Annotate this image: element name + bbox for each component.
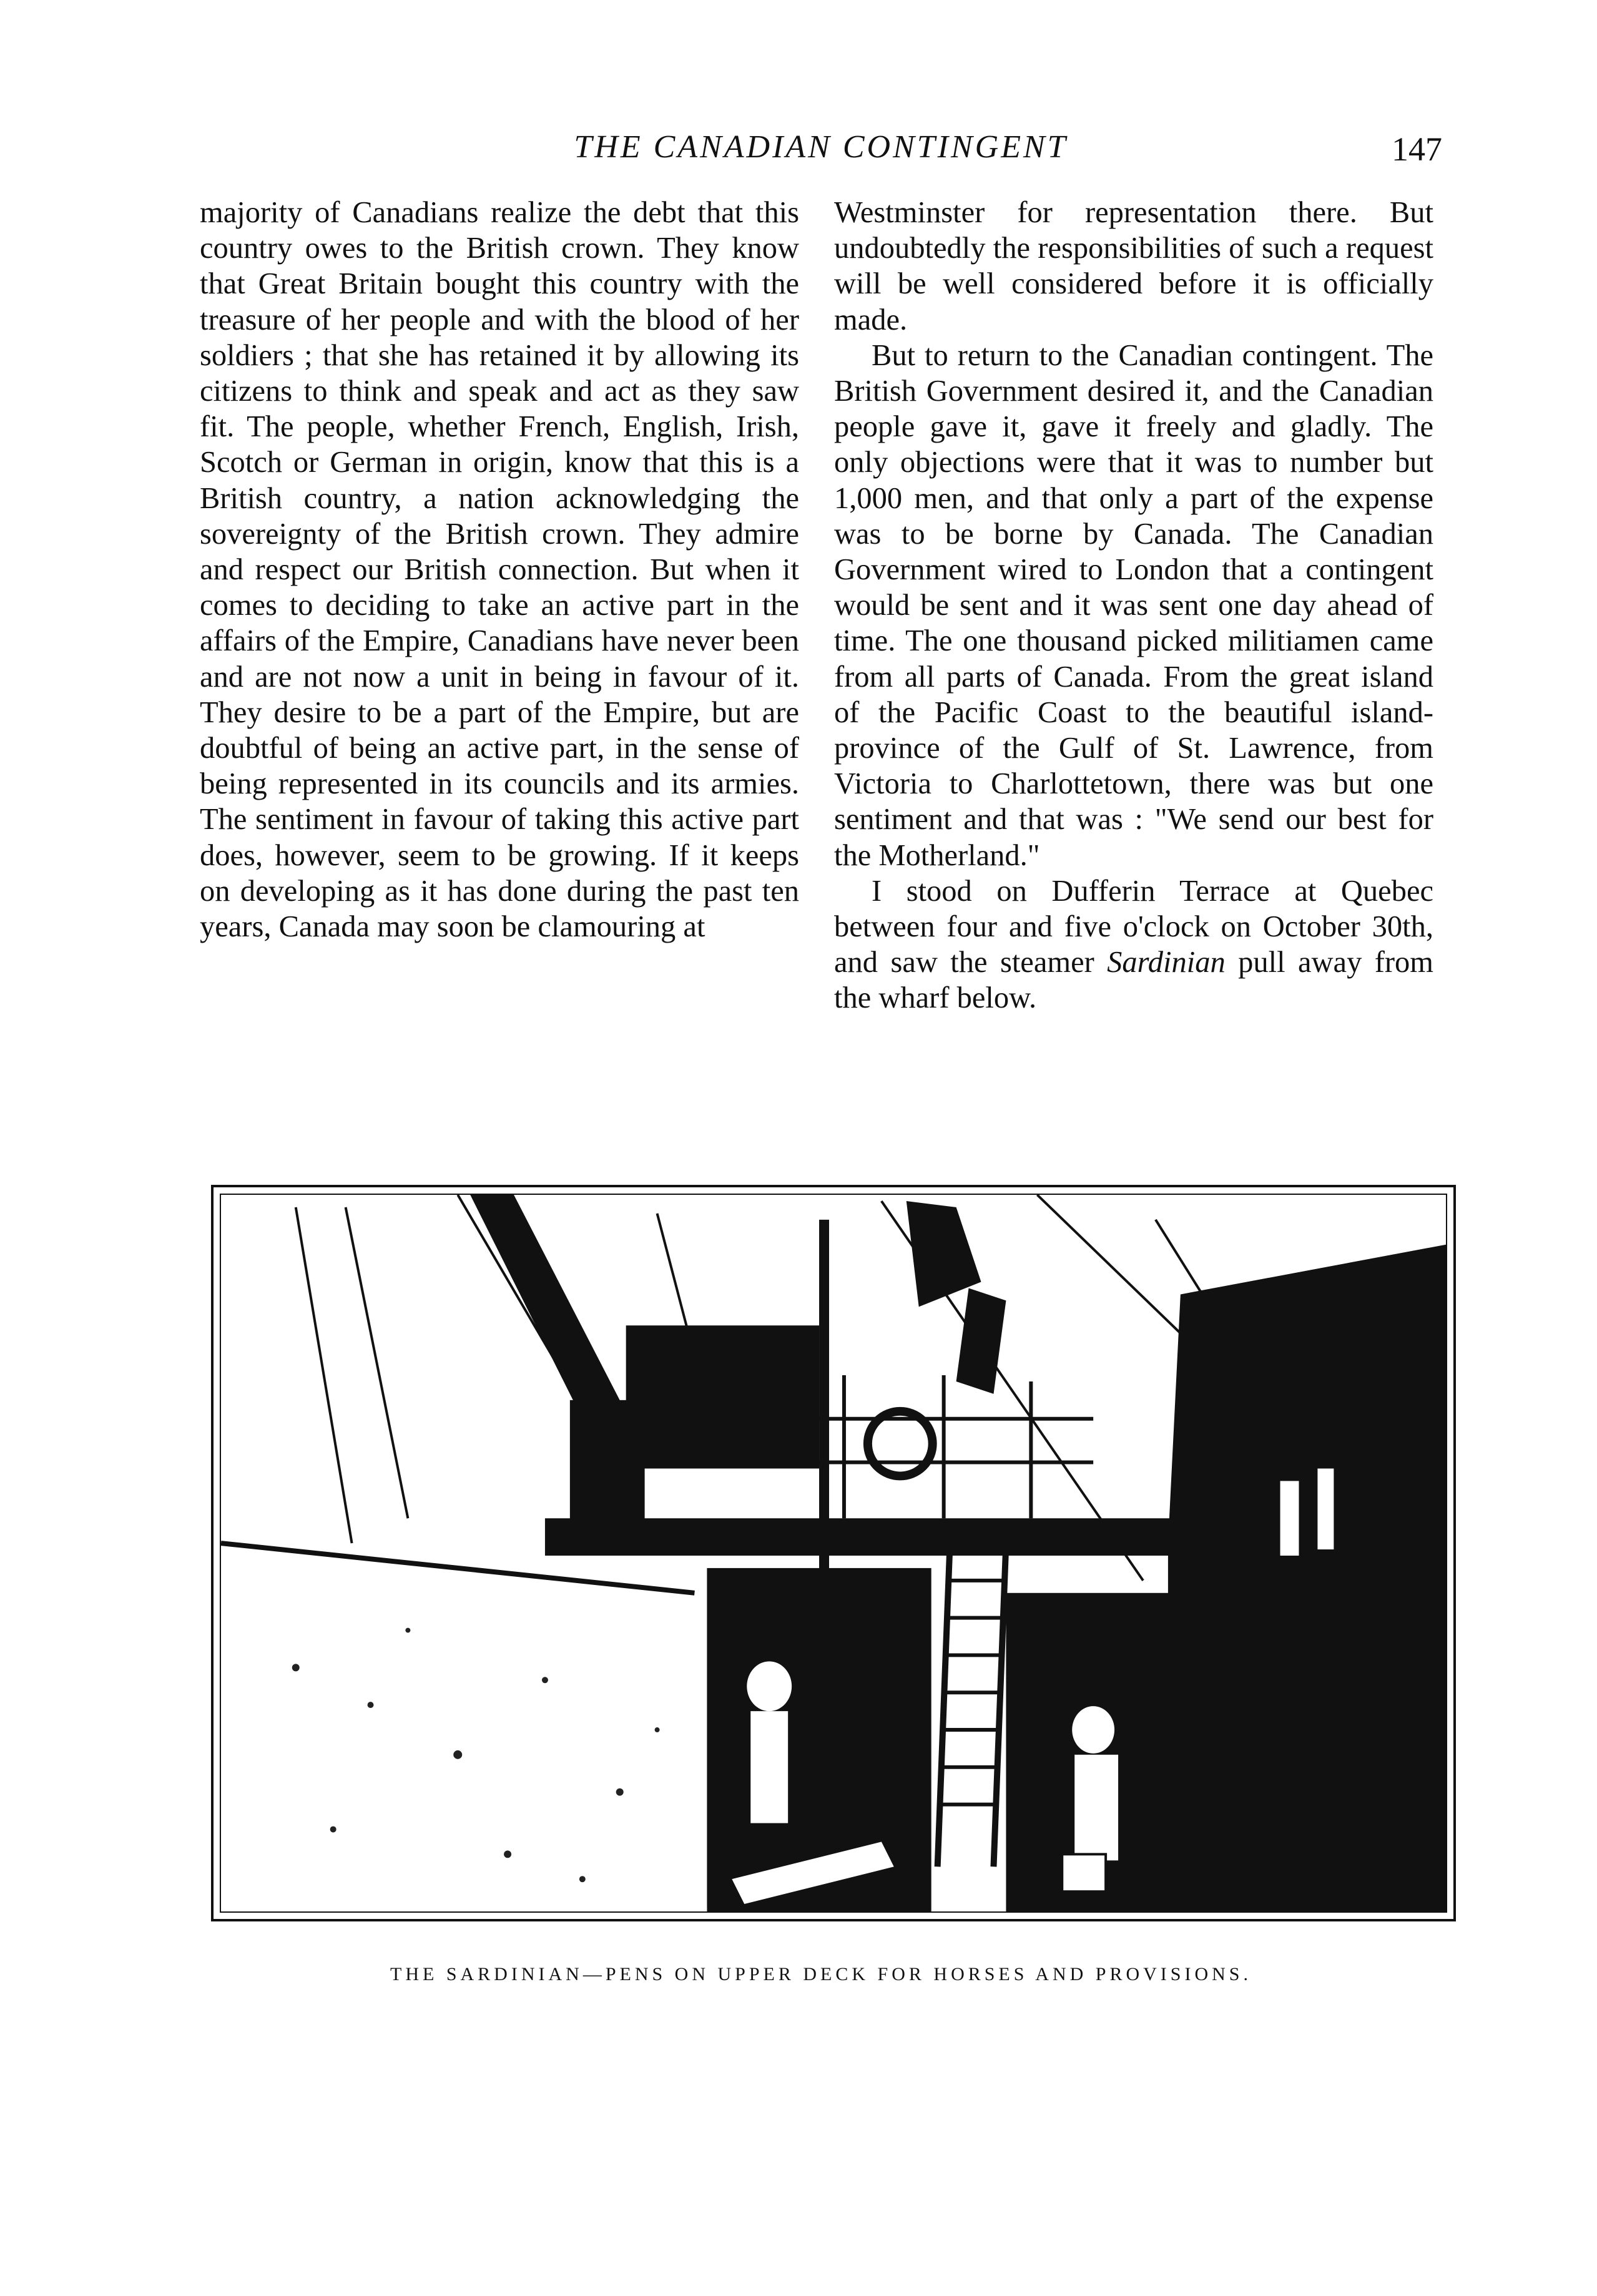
- page-number: 147: [1392, 130, 1442, 168]
- ship-deck-illustration: [221, 1195, 1446, 1911]
- right-paragraph-1: Westminster for representation there. But undoubtedly the responsibilities of such a request will be well considered before it is officially made.: [834, 196, 1433, 336]
- ship-name: Sardinian: [1107, 946, 1226, 979]
- right-paragraph-3: [834, 873, 1433, 1016]
- right-paragraph-2: But to return to the Canadian contingent. The British Government desired it, and the Canadian people gave it, gave it freely and gladly. The only objections were that it was to number but 1,000 men, and that only a part of the expense was to be borne by Canada. The Canadian Government wired to London that a contingent would be sent and it was sent one day ahead of time. The one thousand picked militiamen came from all parts of Canada. From the great island of the Pacific Coast to the beautiful island-province of the Gulf of St. Lawrence, from Victoria to Charlottetown, there was but one sentiment and that was : "We send our best for the Motherland.": [834, 338, 1433, 872]
- paragraph-3-text-start: I stood on Dufferin Terrace at Quebec between four and five o'clock on October 30th, and saw the steamer: [834, 874, 1433, 979]
- paragraph-3-text-end: pull away from the wharf below.: [834, 946, 1434, 1015]
- figure-caption: THE SARDINIAN—PENS ON UPPER DECK FOR HORSES AND PROVISIONS.: [390, 1964, 1252, 1984]
- running-head: [200, 125, 1442, 175]
- left-paragraph-1: majority of Canadians realize the debt that this country owes to the British crown. They know that Great Britain bought this country with the treasure of her people and with the blood of her soldiers ; that she has retained it by allowing its citizens to think and speak and act as they saw fit. The people, whether French, English, Irish, Scotch or German in origin, know that this is a British country, a nation acknowledging the sovereignty of the British crown. They admire and respect our British connection. But when it comes to deciding to take an active part in the affairs of the Empire, Canadians have never been and are not now a unit in being in favour of it. They desire to be a part of the Empire, but are doubtful of being an active part, in the sense of being represented in its councils and its armies. The sentiment in favour of taking this active part does, however, seem to be growing. If it keeps on developing as it has done during the past ten years, Canada may soon be clamouring at: [200, 196, 799, 944]
- photo-frame: [211, 1185, 1456, 1921]
- right-column: [834, 195, 1433, 1016]
- left-column: [200, 195, 799, 944]
- running-title: THE CANADIAN CONTINGENT: [574, 129, 1068, 165]
- ship-deck-photo: [220, 1194, 1447, 1913]
